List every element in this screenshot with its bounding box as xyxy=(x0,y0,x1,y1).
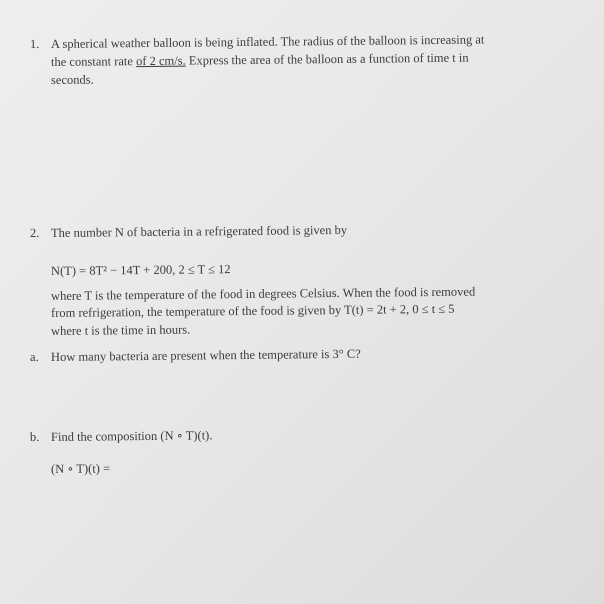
part-a-label: a. xyxy=(29,349,39,365)
question-1-number: 1. xyxy=(29,36,40,52)
question-2-line-2: from refrigeration, the temperature of the food is given by T(t) = 2t + 2, 0 ≤ t ≤ 5 xyxy=(50,301,455,320)
question-2-intro: The number N of bacteria in a refrigerated food is given by xyxy=(50,222,348,240)
question-2-line-3: where t is the time in hours. xyxy=(50,322,191,338)
question-1-line-2-pre: the constant rate xyxy=(50,54,137,69)
part-b-label: b. xyxy=(29,429,40,445)
part-b-answer-prefix: (N ∘ T)(t) = xyxy=(50,461,111,476)
part-a-text: How many bacteria are present when the temperature is 3° C? xyxy=(50,346,361,364)
question-1-rate: of 2 cm/s. xyxy=(135,53,186,69)
question-1-line-3: seconds. xyxy=(50,72,94,87)
question-1-line-2 xyxy=(51,51,469,70)
question-2-number: 2. xyxy=(29,225,40,241)
question-1-line-2-post: Express the area of the balloon as a function of time t in xyxy=(185,50,469,68)
question-2-line-1: where T is the temperature of the food in degrees Celsius. When the food is removed xyxy=(50,284,476,303)
question-2-equation: N(T) = 8T² − 14T + 200, 2 ≤ T ≤ 12 xyxy=(50,262,231,278)
question-1-line-1: A spherical weather balloon is being inflated. The radius of the balloon is increasing at xyxy=(50,32,485,51)
part-b-text: Find the composition (N ∘ T)(t). xyxy=(50,428,213,444)
